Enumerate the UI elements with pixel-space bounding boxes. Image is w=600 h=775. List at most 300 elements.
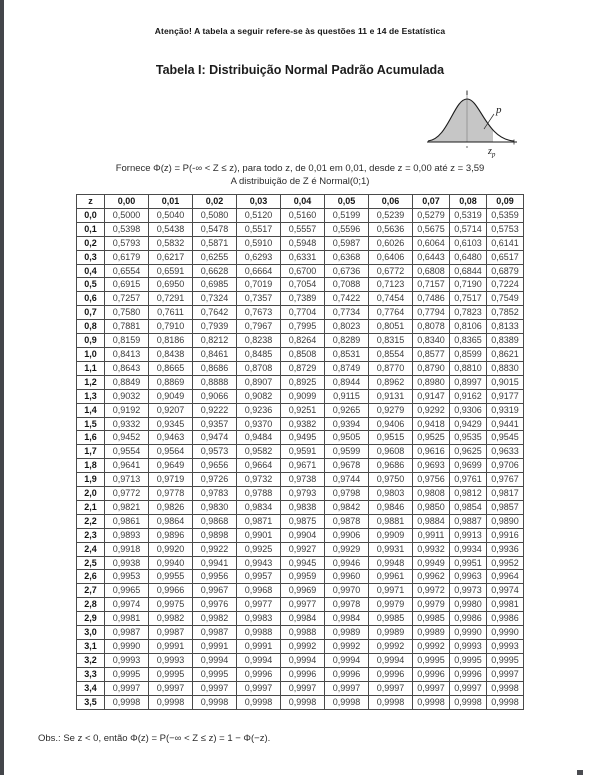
- phi-value-cell: 0,9913: [450, 528, 487, 542]
- normal-table: [76, 194, 524, 710]
- phi-value-cell: 0,9115: [325, 389, 369, 403]
- phi-value-cell: 0,5557: [281, 222, 325, 236]
- phi-value-cell: 0,8238: [237, 334, 281, 348]
- phi-value-cell: 0,5910: [237, 236, 281, 250]
- column-header: 0,08: [450, 195, 487, 209]
- phi-value-cell: 0,7054: [281, 278, 325, 292]
- phi-value-cell: 0,9994: [325, 653, 369, 667]
- row-header-z: 1,7: [77, 445, 105, 459]
- row-header-z: 1,0: [77, 347, 105, 361]
- phi-value-cell: 0,9997: [193, 681, 237, 695]
- phi-value-cell: 0,6628: [193, 264, 237, 278]
- phi-value-cell: 0,9936: [487, 542, 524, 556]
- phi-value-cell: 0,5000: [105, 208, 149, 222]
- phi-value-cell: 0,9952: [487, 556, 524, 570]
- phi-value-cell: 0,9972: [413, 584, 450, 598]
- phi-value-cell: 0,9941: [193, 556, 237, 570]
- phi-value-cell: 0,9997: [281, 681, 325, 695]
- table-row: [77, 653, 524, 667]
- phi-value-cell: 0,9798: [325, 487, 369, 501]
- table-row: [77, 681, 524, 695]
- phi-value-cell: 0,9049: [149, 389, 193, 403]
- phi-value-cell: 0,6141: [487, 236, 524, 250]
- table-row: [77, 556, 524, 570]
- phi-value-cell: 0,9951: [450, 556, 487, 570]
- phi-value-cell: 0,9693: [413, 459, 450, 473]
- phi-value-cell: 0,8438: [149, 347, 193, 361]
- phi-value-cell: 0,8770: [369, 361, 413, 375]
- phi-value-cell: 0,8869: [149, 375, 193, 389]
- table-row: [77, 417, 524, 431]
- phi-value-cell: 0,9875: [281, 514, 325, 528]
- phi-value-cell: 0,9808: [413, 487, 450, 501]
- phi-value-cell: 0,6443: [413, 250, 450, 264]
- phi-value-cell: 0,9162: [450, 389, 487, 403]
- phi-value-cell: 0,8289: [325, 334, 369, 348]
- phi-value-cell: 0,9995: [450, 653, 487, 667]
- phi-value-cell: 0,9990: [105, 640, 149, 654]
- phi-value-cell: 0,8944: [325, 375, 369, 389]
- phi-value-cell: 0,6554: [105, 264, 149, 278]
- screen-artifact: [577, 770, 583, 775]
- phi-value-cell: 0,8686: [193, 361, 237, 375]
- row-header-z: 1,1: [77, 361, 105, 375]
- phi-value-cell: 0,9817: [487, 487, 524, 501]
- phi-value-cell: 0,8997: [450, 375, 487, 389]
- phi-value-cell: 0,9861: [105, 514, 149, 528]
- phi-value-cell: 0,9992: [325, 640, 369, 654]
- phi-value-cell: 0,9932: [413, 542, 450, 556]
- phi-value-cell: 0,8051: [369, 320, 413, 334]
- phi-value-cell: 0,9974: [487, 584, 524, 598]
- phi-value-cell: 0,7549: [487, 292, 524, 306]
- phi-value-cell: 0,9909: [369, 528, 413, 542]
- phi-value-cell: 0,9864: [149, 514, 193, 528]
- phi-value-cell: 0,9890: [487, 514, 524, 528]
- phi-value-cell: 0,9996: [325, 667, 369, 681]
- phi-value-cell: 0,9357: [193, 417, 237, 431]
- phi-value-cell: 0,5279: [413, 208, 450, 222]
- phi-value-cell: 0,6406: [369, 250, 413, 264]
- phi-value-cell: 0,9898: [193, 528, 237, 542]
- phi-value-cell: 0,9989: [369, 626, 413, 640]
- phi-value-cell: 0,9979: [369, 598, 413, 612]
- phi-value-cell: 0,9881: [369, 514, 413, 528]
- phi-value-cell: 0,9963: [450, 570, 487, 584]
- row-header-z: 3,4: [77, 681, 105, 695]
- row-header-z: 1,4: [77, 403, 105, 417]
- phi-value-cell: 0,9793: [281, 487, 325, 501]
- phi-value-cell: 0,9993: [149, 653, 193, 667]
- phi-value-cell: 0,7794: [413, 306, 450, 320]
- row-header-z: 1,6: [77, 431, 105, 445]
- phi-value-cell: 0,7257: [105, 292, 149, 306]
- phi-value-cell: 0,9980: [450, 598, 487, 612]
- row-header-z: 1,9: [77, 473, 105, 487]
- phi-value-cell: 0,5636: [369, 222, 413, 236]
- phi-value-cell: 0,8729: [281, 361, 325, 375]
- phi-value-cell: 0,9778: [149, 487, 193, 501]
- phi-value-cell: 0,8508: [281, 347, 325, 361]
- phi-value-cell: 0,5714: [450, 222, 487, 236]
- phi-value-cell: 0,9929: [325, 542, 369, 556]
- phi-value-cell: 0,5040: [149, 208, 193, 222]
- phi-value-cell: 0,9987: [105, 626, 149, 640]
- phi-value-cell: 0,9545: [487, 431, 524, 445]
- phi-value-cell: 0,8413: [105, 347, 149, 361]
- row-header-z: 2,4: [77, 542, 105, 556]
- column-header: z: [77, 195, 105, 209]
- phi-value-cell: 0,9854: [450, 500, 487, 514]
- row-header-z: 0,6: [77, 292, 105, 306]
- phi-value-cell: 0,9943: [237, 556, 281, 570]
- phi-value-cell: 0,8461: [193, 347, 237, 361]
- row-header-z: 2,2: [77, 514, 105, 528]
- row-header-z: 2,9: [77, 612, 105, 626]
- table-row: [77, 320, 524, 334]
- row-header-z: 3,3: [77, 667, 105, 681]
- phi-value-cell: 0,9956: [193, 570, 237, 584]
- phi-value-cell: 0,9992: [281, 640, 325, 654]
- phi-value-cell: 0,9406: [369, 417, 413, 431]
- phi-value-cell: 0,9649: [149, 459, 193, 473]
- phi-value-cell: 0,9783: [193, 487, 237, 501]
- phi-value-cell: 0,9429: [450, 417, 487, 431]
- phi-value-cell: 0,9993: [450, 640, 487, 654]
- phi-value-cell: 0,9505: [325, 431, 369, 445]
- phi-value-cell: 0,5239: [369, 208, 413, 222]
- row-header-z: 0,2: [77, 236, 105, 250]
- phi-value-cell: 0,9699: [450, 459, 487, 473]
- phi-value-cell: 0,7764: [369, 306, 413, 320]
- phi-value-cell: 0,7291: [149, 292, 193, 306]
- phi-value-cell: 0,6950: [149, 278, 193, 292]
- phi-value-cell: 0,9981: [487, 598, 524, 612]
- phi-value-cell: 0,9934: [450, 542, 487, 556]
- phi-value-cell: 0,9738: [281, 473, 325, 487]
- phi-value-cell: 0,6331: [281, 250, 325, 264]
- table-row: [77, 570, 524, 584]
- phi-value-cell: 0,9978: [325, 598, 369, 612]
- phi-value-cell: 0,9850: [413, 500, 450, 514]
- table-row: [77, 514, 524, 528]
- phi-value-cell: 0,9966: [149, 584, 193, 598]
- row-header-z: 2,6: [77, 570, 105, 584]
- table-row: [77, 626, 524, 640]
- phi-value-cell: 0,8340: [413, 334, 450, 348]
- phi-value-cell: 0,5517: [237, 222, 281, 236]
- table-row: [77, 473, 524, 487]
- phi-value-cell: 0,9970: [325, 584, 369, 598]
- phi-value-cell: 0,9803: [369, 487, 413, 501]
- table-row: [77, 612, 524, 626]
- phi-value-cell: 0,8749: [325, 361, 369, 375]
- phi-value-cell: 0,9997: [487, 667, 524, 681]
- phi-value-cell: 0,9982: [193, 612, 237, 626]
- phi-value-cell: 0,9664: [237, 459, 281, 473]
- phi-value-cell: 0,9871: [237, 514, 281, 528]
- table-row: [77, 500, 524, 514]
- phi-value-cell: 0,9994: [193, 653, 237, 667]
- phi-value-cell: 0,7910: [149, 320, 193, 334]
- phi-value-cell: 0,9997: [149, 681, 193, 695]
- phi-value-cell: 0,8962: [369, 375, 413, 389]
- phi-value-cell: 0,9582: [237, 445, 281, 459]
- table-row: [77, 334, 524, 348]
- row-header-z: 0,5: [77, 278, 105, 292]
- phi-value-cell: 0,9957: [237, 570, 281, 584]
- phi-value-cell: 0,9998: [413, 695, 450, 709]
- phi-value-cell: 0,7486: [413, 292, 450, 306]
- phi-value-cell: 0,9991: [149, 640, 193, 654]
- phi-value-cell: 0,7967: [237, 320, 281, 334]
- phi-value-cell: 0,9995: [413, 653, 450, 667]
- attention-note: Atenção! A tabela a seguir refere-se às questões 11 e 14 de Estatística: [154, 26, 446, 36]
- phi-value-cell: 0,9987: [193, 626, 237, 640]
- table-row: [77, 640, 524, 654]
- phi-value-cell: 0,9706: [487, 459, 524, 473]
- phi-value-cell: 0,9370: [237, 417, 281, 431]
- phi-value-cell: 0,6480: [450, 250, 487, 264]
- column-header: 0,04: [281, 195, 325, 209]
- phi-value-cell: 0,7454: [369, 292, 413, 306]
- table-row: [77, 598, 524, 612]
- phi-value-cell: 0,5319: [450, 208, 487, 222]
- phi-value-cell: 0,9830: [193, 500, 237, 514]
- phi-value-cell: 0,9997: [325, 681, 369, 695]
- row-header-z: 0,7: [77, 306, 105, 320]
- phi-value-cell: 0,9993: [105, 653, 149, 667]
- column-header: 0,01: [149, 195, 193, 209]
- phi-value-cell: 0,6772: [369, 264, 413, 278]
- phi-value-cell: 0,6736: [325, 264, 369, 278]
- phi-value-cell: 0,5987: [325, 236, 369, 250]
- phi-value-cell: 0,7357: [237, 292, 281, 306]
- table-row: [77, 361, 524, 375]
- phi-value-cell: 0,8643: [105, 361, 149, 375]
- phi-value-cell: 0,9857: [487, 500, 524, 514]
- phi-value-cell: 0,7190: [450, 278, 487, 292]
- phi-value-cell: 0,9032: [105, 389, 149, 403]
- phi-value-cell: 0,9846: [369, 500, 413, 514]
- phi-value-cell: 0,9961: [369, 570, 413, 584]
- phi-value-cell: 0,9995: [105, 667, 149, 681]
- phi-value-cell: 0,9788: [237, 487, 281, 501]
- phi-value-cell: 0,9994: [281, 653, 325, 667]
- phi-value-cell: 0,8389: [487, 334, 524, 348]
- phi-value-cell: 0,9896: [149, 528, 193, 542]
- phi-value-cell: 0,5199: [325, 208, 369, 222]
- phi-value-cell: 0,8599: [450, 347, 487, 361]
- row-header-z: 0,0: [77, 208, 105, 222]
- phi-value-cell: 0,8485: [237, 347, 281, 361]
- phi-value-cell: 0,9535: [450, 431, 487, 445]
- table-row: [77, 487, 524, 501]
- phi-value-cell: 0,7580: [105, 306, 149, 320]
- phi-value-cell: 0,8186: [149, 334, 193, 348]
- zp-axis-label: $z_p$: [488, 146, 496, 158]
- phi-value-cell: 0,9901: [237, 528, 281, 542]
- row-header-z: 2,7: [77, 584, 105, 598]
- phi-value-cell: 0,9992: [369, 640, 413, 654]
- phi-value-cell: 0,9984: [281, 612, 325, 626]
- column-header: 0,05: [325, 195, 369, 209]
- phi-value-cell: 0,9998: [450, 695, 487, 709]
- phi-value-cell: 0,8212: [193, 334, 237, 348]
- table-row: [77, 695, 524, 709]
- phi-value-cell: 0,8810: [450, 361, 487, 375]
- row-header-z: 1,3: [77, 389, 105, 403]
- phi-value-cell: 0,9222: [193, 403, 237, 417]
- phi-value-cell: 0,5793: [105, 236, 149, 250]
- phi-value-cell: 0,9990: [450, 626, 487, 640]
- normal-curve-svg: [426, 88, 522, 158]
- table-row: [77, 250, 524, 264]
- phi-value-cell: 0,9772: [105, 487, 149, 501]
- phi-value-cell: 0,9981: [105, 612, 149, 626]
- table-row: [77, 347, 524, 361]
- phi-value-cell: 0,9975: [149, 598, 193, 612]
- phi-value-cell: 0,9989: [325, 626, 369, 640]
- phi-value-cell: 0,9990: [487, 626, 524, 640]
- phi-value-cell: 0,9995: [487, 653, 524, 667]
- phi-value-cell: 0,6217: [149, 250, 193, 264]
- phi-value-cell: 0,9948: [369, 556, 413, 570]
- phi-value-cell: 0,9985: [369, 612, 413, 626]
- row-header-z: 2,1: [77, 500, 105, 514]
- phi-value-cell: 0,9554: [105, 445, 149, 459]
- phi-value-cell: 0,9989: [413, 626, 450, 640]
- phi-value-cell: 0,9997: [450, 681, 487, 695]
- phi-value-cell: 0,9099: [281, 389, 325, 403]
- phi-value-cell: 0,9525: [413, 431, 450, 445]
- phi-value-cell: 0,9279: [369, 403, 413, 417]
- phi-value-cell: 0,9998: [281, 695, 325, 709]
- phi-value-cell: 0,9955: [149, 570, 193, 584]
- table-row: [77, 389, 524, 403]
- phi-value-cell: 0,9906: [325, 528, 369, 542]
- table-row: [77, 584, 524, 598]
- phi-value-cell: 0,5438: [149, 222, 193, 236]
- phi-value-cell: 0,8980: [413, 375, 450, 389]
- phi-value-cell: 0,9982: [149, 612, 193, 626]
- phi-value-cell: 0,9884: [413, 514, 450, 528]
- phi-value-cell: 0,7422: [325, 292, 369, 306]
- phi-value-cell: 0,5359: [487, 208, 524, 222]
- column-header: 0,00: [105, 195, 149, 209]
- phi-value-cell: 0,7324: [193, 292, 237, 306]
- phi-value-cell: 0,9977: [281, 598, 325, 612]
- phi-value-cell: 0,9418: [413, 417, 450, 431]
- phi-value-cell: 0,9821: [105, 500, 149, 514]
- normal-curve-figure: [426, 88, 522, 158]
- phi-value-cell: 0,9998: [193, 695, 237, 709]
- phi-value-cell: 0,5675: [413, 222, 450, 236]
- phi-value-cell: 0,9345: [149, 417, 193, 431]
- phi-value-cell: 0,7224: [487, 278, 524, 292]
- phi-value-cell: 0,6879: [487, 264, 524, 278]
- phi-value-cell: 0,9911: [413, 528, 450, 542]
- phi-value-cell: 0,7611: [149, 306, 193, 320]
- phi-value-cell: 0,9997: [369, 681, 413, 695]
- phi-value-cell: 0,9946: [325, 556, 369, 570]
- phi-value-cell: 0,9977: [237, 598, 281, 612]
- phi-value-cell: 0,9996: [450, 667, 487, 681]
- row-header-z: 1,8: [77, 459, 105, 473]
- phi-value-cell: 0,9960: [325, 570, 369, 584]
- phi-value-cell: 0,9236: [237, 403, 281, 417]
- row-header-z: 2,0: [77, 487, 105, 501]
- phi-value-cell: 0,9971: [369, 584, 413, 598]
- phi-value-cell: 0,9991: [237, 640, 281, 654]
- phi-value-cell: 0,9973: [450, 584, 487, 598]
- phi-value-cell: 0,7389: [281, 292, 325, 306]
- phi-value-cell: 0,9998: [149, 695, 193, 709]
- phi-value-cell: 0,8830: [487, 361, 524, 375]
- phi-value-cell: 0,9979: [413, 598, 450, 612]
- phi-value-cell: 0,9573: [193, 445, 237, 459]
- phi-value-cell: 0,9319: [487, 403, 524, 417]
- phi-value-cell: 0,8925: [281, 375, 325, 389]
- phi-value-cell: 0,9998: [487, 681, 524, 695]
- phi-value-cell: 0,5596: [325, 222, 369, 236]
- phi-value-cell: 0,9887: [450, 514, 487, 528]
- p-label: p: [496, 104, 502, 116]
- phi-value-cell: 0,8849: [105, 375, 149, 389]
- table-row: [77, 222, 524, 236]
- table-row: [77, 208, 524, 222]
- phi-value-cell: 0,9893: [105, 528, 149, 542]
- phi-value-cell: 0,7019: [237, 278, 281, 292]
- column-header: 0,03: [237, 195, 281, 209]
- phi-value-cell: 0,9251: [281, 403, 325, 417]
- phi-value-cell: 0,9925: [237, 542, 281, 556]
- phi-value-cell: 0,5478: [193, 222, 237, 236]
- phi-value-cell: 0,9987: [149, 626, 193, 640]
- phi-value-cell: 0,9995: [149, 667, 193, 681]
- table-row: [77, 292, 524, 306]
- table-row: [77, 667, 524, 681]
- table-row: [77, 236, 524, 250]
- phi-value-cell: 0,9997: [237, 681, 281, 695]
- phi-value-cell: 0,9812: [450, 487, 487, 501]
- phi-value-cell: 0,5398: [105, 222, 149, 236]
- phi-value-cell: 0,9998: [105, 695, 149, 709]
- phi-value-cell: 0,8554: [369, 347, 413, 361]
- phi-value-cell: 0,9931: [369, 542, 413, 556]
- phi-value-cell: 0,9993: [487, 640, 524, 654]
- phi-value-cell: 0,9515: [369, 431, 413, 445]
- phi-value-cell: 0,9732: [237, 473, 281, 487]
- phi-value-cell: 0,9671: [281, 459, 325, 473]
- phi-value-cell: 0,9940: [149, 556, 193, 570]
- row-header-z: 0,9: [77, 334, 105, 348]
- phi-value-cell: 0,7673: [237, 306, 281, 320]
- phi-value-cell: 0,6255: [193, 250, 237, 264]
- table-row: [77, 403, 524, 417]
- column-header: 0,06: [369, 195, 413, 209]
- phi-value-cell: 0,9641: [105, 459, 149, 473]
- phi-value-cell: 0,9927: [281, 542, 325, 556]
- phi-value-cell: 0,9756: [413, 473, 450, 487]
- table-row: [77, 278, 524, 292]
- phi-value-cell: 0,9382: [281, 417, 325, 431]
- phi-value-cell: 0,9983: [237, 612, 281, 626]
- phi-value-cell: 0,9996: [281, 667, 325, 681]
- phi-value-cell: 0,9761: [450, 473, 487, 487]
- phi-value-cell: 0,9192: [105, 403, 149, 417]
- phi-value-cell: 0,6844: [450, 264, 487, 278]
